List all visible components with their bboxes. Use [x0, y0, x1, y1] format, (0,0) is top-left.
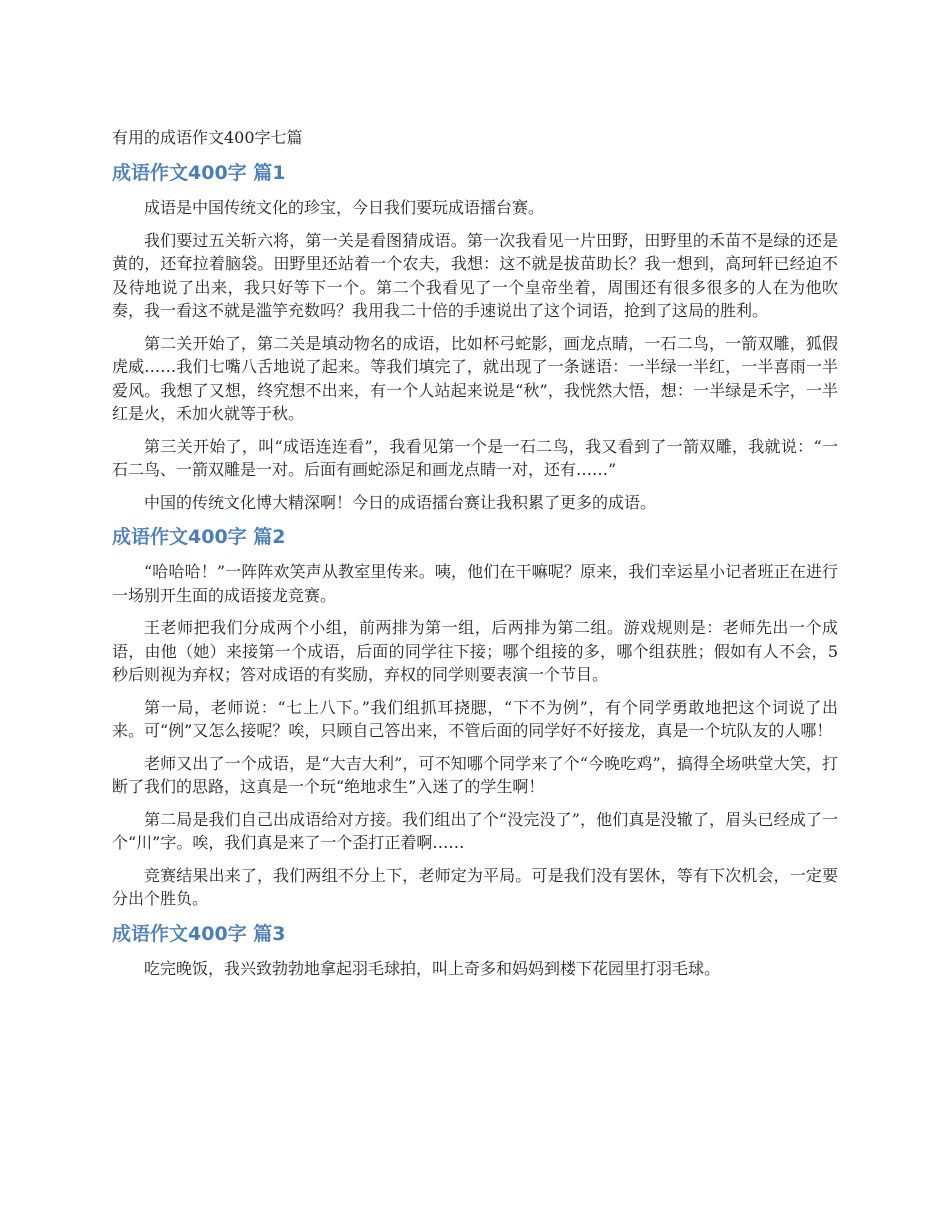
paragraph: 老师又出了一个成语，是“大吉大利”，可不知哪个同学来了个“今晚吃鸡”，搞得全场哄堂大笑，打断了我们的思路，这真是一个玩“绝地求生”入迷了的学生啊！: [112, 753, 838, 796]
section-heading: 成语作文400字 篇3: [112, 922, 286, 945]
paragraph: 第一局，老师说：“七上八下。”我们组抓耳挠腮，“下不为例”，有个同学勇敢地把这个词说了出来。可“例”又怎么接呢？唉，只顾自己答出来，不管后面的同学好不好接龙，真是一个坑队友的人哪！: [112, 697, 838, 740]
paragraph: “哈哈哈！”一阵阵欢笑声从教室里传来。咦，他们在干嘛呢？原来，我们幸运星小记者班正在进行一场别开生面的成语接龙竞赛。: [112, 562, 838, 605]
essay-section-1: [112, 160, 838, 514]
document-page: [112, 126, 838, 990]
paragraph: 我们要过五关斩六将，第一关是看图猜成语。第一次我看见一片田野，田野里的禾苗不是绿的还是黄的，还耷拉着脑袋。田野里还站着一个农夫，我想：这不就是拔苗助长？我一想到，高珂轩已经迫不及待地说了出来，我只好等下一个。第二个我看见了一个皇帝坐着，周围还有很多很多的人在为他吹奏，我一看这不就是滥竽充数吗？我用我二十倍的手速说出了这个词语，抢到了这局的胜利。: [112, 230, 838, 320]
paragraph: 第三关开始了，叫“成语连连看”，我看见第一个是一石二鸟，我又看到了一箭双雕，我就说：“一石二鸟、一箭双雕是一对。后面有画蛇添足和画龙点睛一对，还有……”: [112, 436, 838, 479]
paragraph: 成语是中国传统文化的珍宝，今日我们要玩成语擂台赛。: [144, 198, 545, 217]
paragraph: 吃完晚饭，我兴致勃勃地拿起羽毛球拍，叫上奇多和妈妈到楼下花园里打羽毛球。: [144, 958, 721, 978]
essay-section-3: [112, 921, 838, 981]
essay-section-2: [112, 524, 838, 911]
paragraph: 第二关开始了，第二关是填动物名的成语，比如杯弓蛇影，画龙点睛，一石二鸟，一箭双雕，狐假虎威……我们七嘴八舌地说了起来。等我们填完了，就出现了一条谜语：一半绿一半红，一半喜雨一半爱风。我想了又想，终究想不出来，有一个人站起来说是“秋”，我恍然大悟，想：一半绿是禾字，一半红是火，禾加火就等于秋。: [112, 333, 838, 423]
paragraph: 竞赛结果出来了，我们两组不分上下，老师定为平局。可是我们没有罢休，等有下次机会，一定要分出个胜负。: [112, 865, 838, 908]
document-title: 有用的成语作文400字七篇: [112, 128, 303, 147]
paragraph: 王老师把我们分成两个小组，前两排为第一组，后两排为第二组。游戏规则是：老师先出一个成语，由他（她）来接第一个成语，后面的同学往下接；哪个组接的多，哪个组获胜；假如有人不会，5秒后则视为弃权；答对成语的有奖励，弃权的同学则要表演一个节目。: [112, 618, 838, 684]
section-heading: 成语作文400字 篇1: [112, 162, 286, 184]
paragraph: 中国的传统文化博大精深啊！今日的成语擂台赛让我积累了更多的成语。: [144, 492, 657, 512]
section-heading: 成语作文400字 篇2: [112, 526, 286, 548]
paragraph: 第二局是我们自己出成语给对方接。我们组出了个“没完没了”，他们真是没辙了，眉头已经成了一个“川”字。唉，我们真是来了一个歪打正着啊……: [112, 809, 838, 852]
